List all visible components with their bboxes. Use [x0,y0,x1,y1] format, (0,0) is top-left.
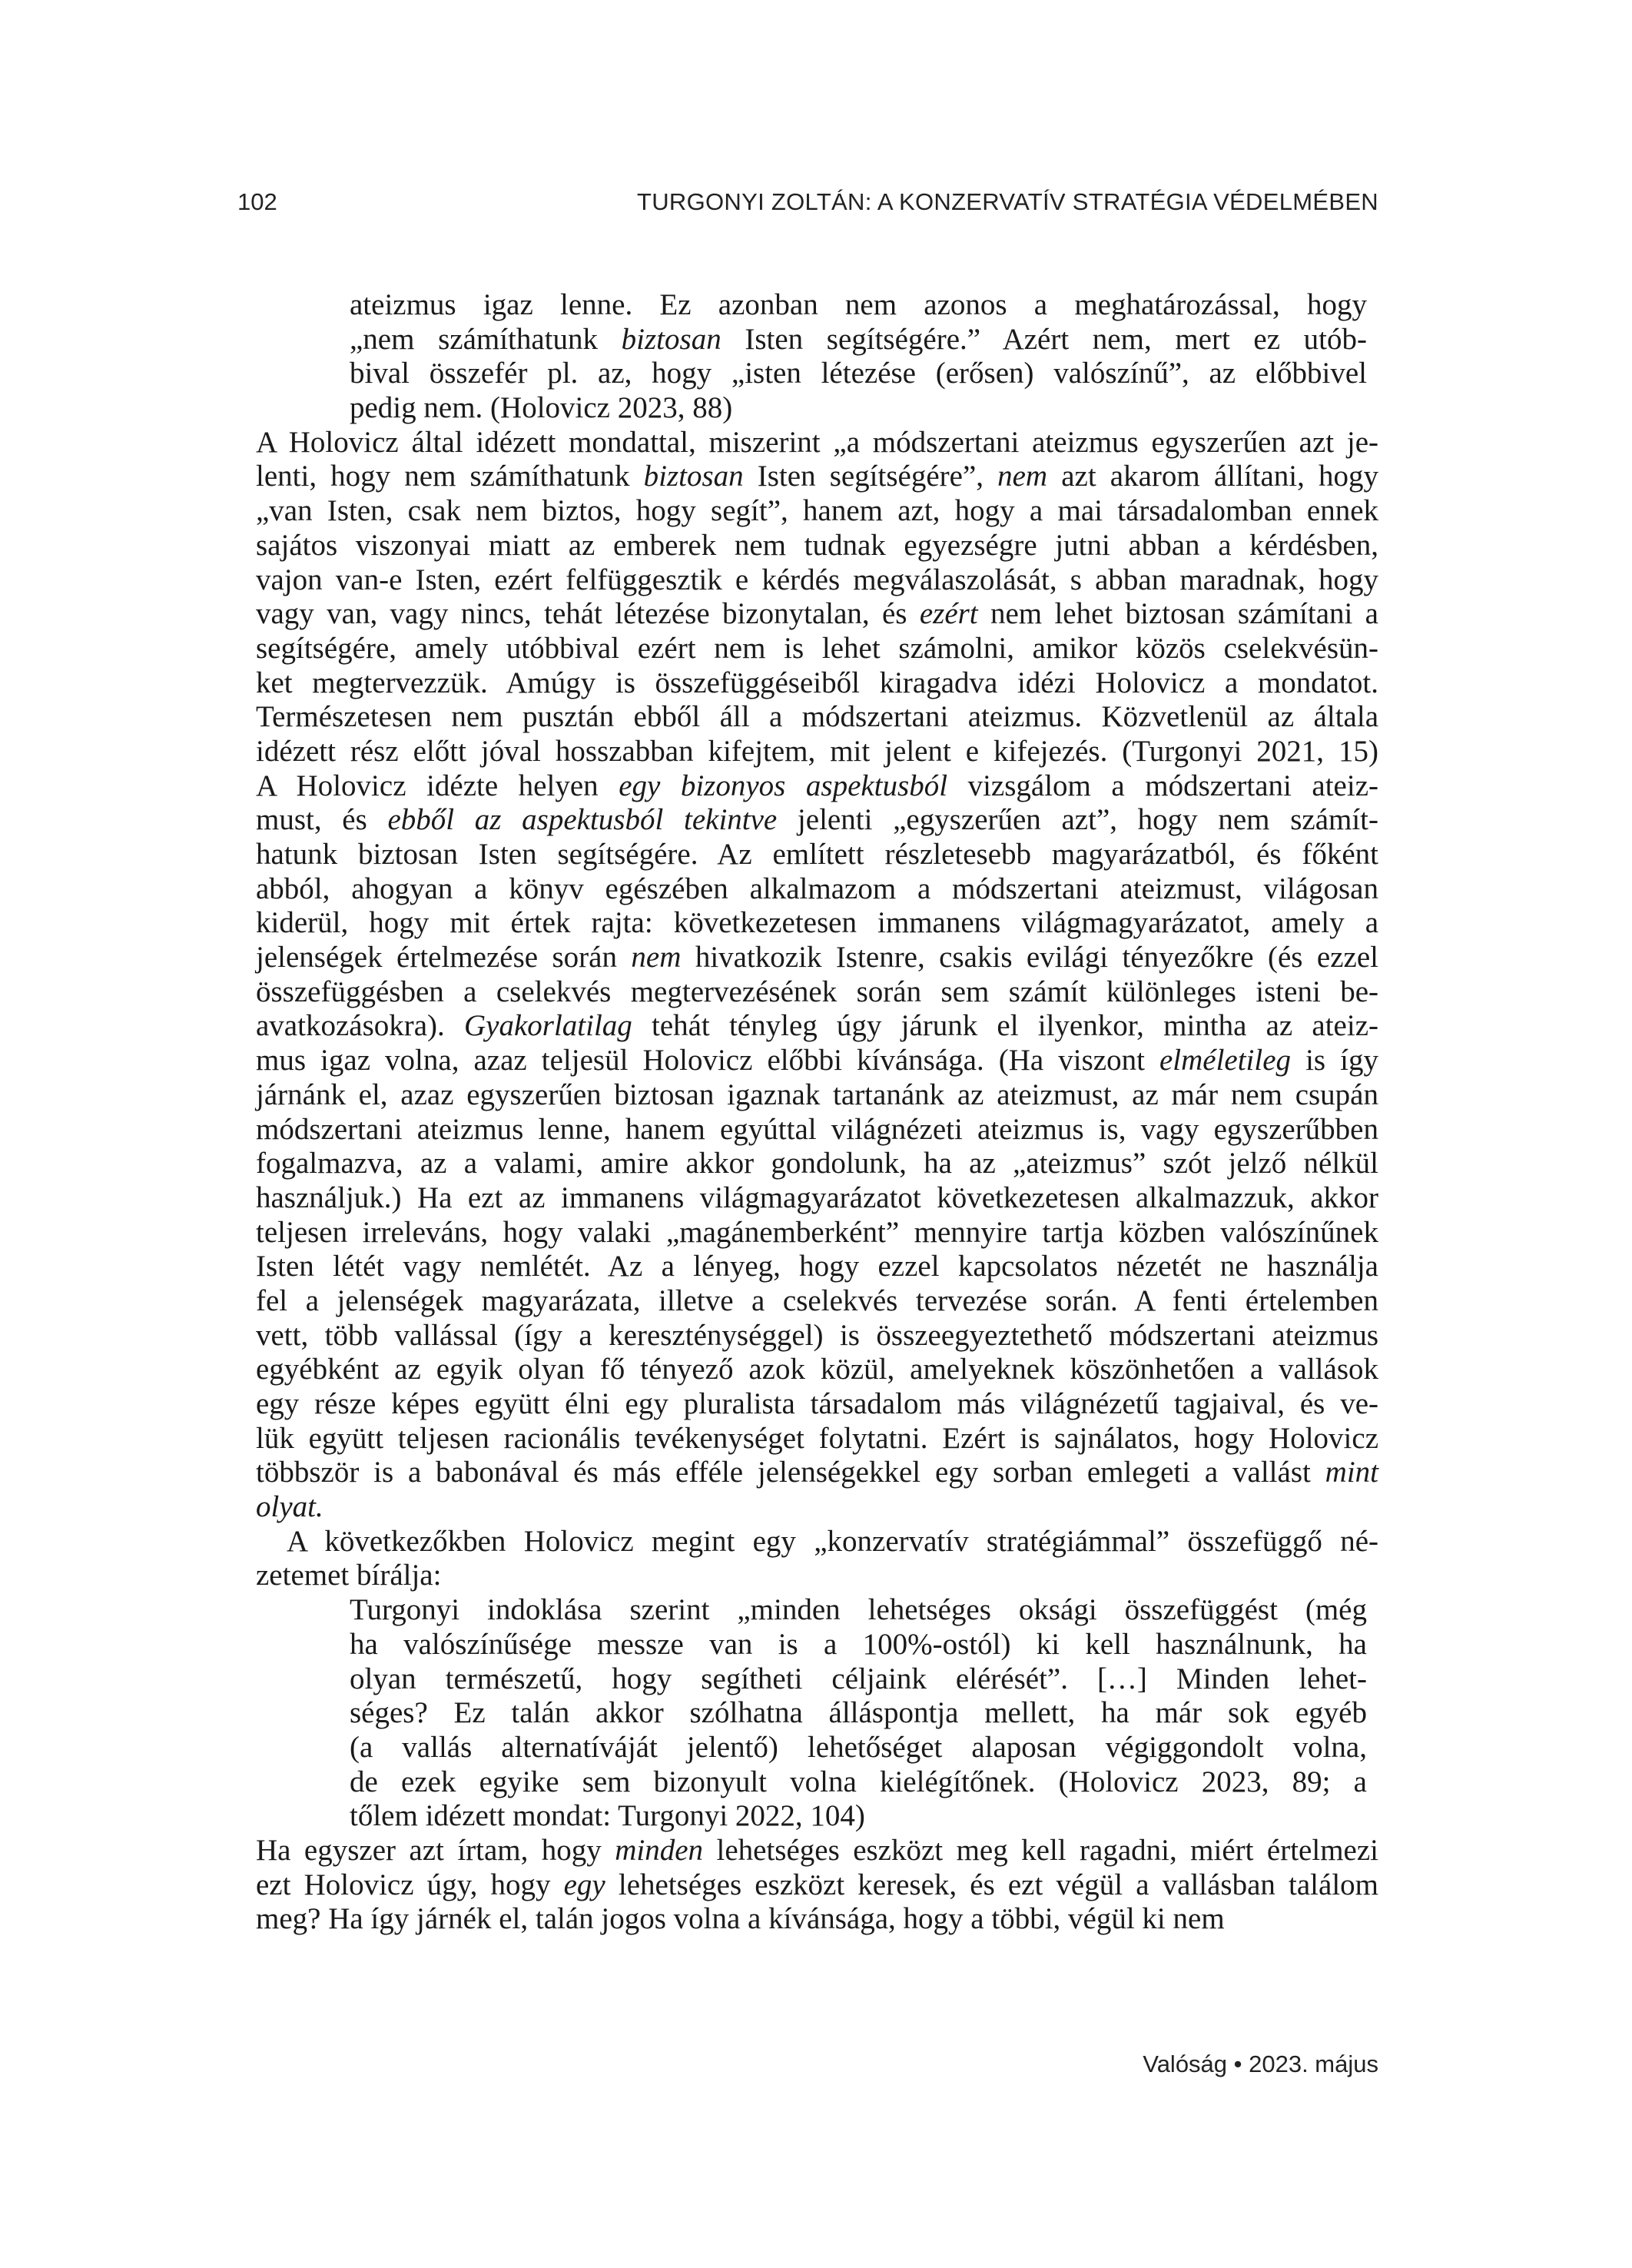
text-run: vajon van-e Isten, ezért felfüggesztik e kérdés megválaszolását, s abban maradnak, hogy [256,563,1378,596]
text-line [256,1834,1378,1868]
text-run: egyébként az egyik olyan fő tényező azok közül, amelyeknek köszönhetően a vallások [256,1353,1378,1386]
text-line [256,1078,1378,1113]
text-run: ateizmus igaz lenne. Ez azonban nem azonos a meghatározással, hogy [350,288,1367,321]
text-line [350,1731,1367,1765]
text-line [256,1456,1378,1490]
text-run: ezt Holovicz úgy, hogy [256,1868,564,1901]
text-run: de ezek egyike sem bizonyult volna kielégítőnek. (Holovicz 2023, 89; a [350,1765,1367,1798]
body-paragraph [256,1525,1378,1593]
text-run: vizsgálom a módszertani ateiz- [947,769,1378,802]
text-run: lehetséges eszközt keresek, és ezt végül a vallásban találom [605,1868,1378,1901]
emphasis: minden [615,1833,704,1867]
text-run: lenti, hogy nem számíthatunk [256,460,644,493]
text-line [256,494,1378,529]
article-body [256,288,1378,1937]
text-run: bival összefér pl. az, hogy „isten létezése (erősen) valószínű”, az előbbivel [350,357,1367,390]
emphasis: Gyakorlatilag [463,1009,632,1043]
text-run: Isten létét vagy nemlétét. Az a lényeg, hogy ezzel kapcsolatos nézetét ne használja [256,1250,1378,1283]
text-run: azt akarom állítani, hogy [1047,460,1379,493]
text-line [256,1113,1378,1147]
text-line [256,1525,1378,1559]
body-paragraph [256,426,1378,1525]
emphasis: ebből az aspektusból tekintve [387,803,778,837]
text-line [350,1628,1367,1662]
text-run: jelenségek értelmezése során [256,941,632,975]
text-run: hatunk biztosan Isten segítségére. Az említett részletesebb magyarázatból, és főként [256,838,1378,871]
text-line [256,1216,1378,1250]
emphasis: egy bizonyos aspektusból [619,769,948,802]
text-line [256,1868,1378,1903]
emphasis: egy [563,1868,605,1901]
text-run: „nem számíthatunk [350,322,622,356]
text-run: (a vallás alternatíváját jelentő) lehetőséget alaposan végiggondolt volna, [350,1730,1367,1764]
text-run: lük együtt teljesen racionális tevékenységet folytatni. Ezért is sajnálatos, hogy Holovicz [256,1421,1378,1455]
running-title: TURGONYI ZOLTÁN: A KONZERVATÍV STRATÉGIA VÉDELMÉBEN [636,188,1378,215]
text-line [256,872,1378,907]
text-line [256,1250,1378,1284]
text-run: kiderül, hogy mit értek rajta: következetesen immanens világmagyarázatot, amely a [256,906,1378,940]
text-run: idézett rész előtt jóval hosszabban kifejtem, mit jelent e kifejezés. (Turgonyi 2021, 15) [256,734,1378,768]
emphasis: nem [631,941,682,975]
text-run: lehetséges eszközt meg kell ragadni, miért értelmezi [703,1833,1378,1867]
emphasis: biztosan [621,322,721,356]
body-paragraph [256,1834,1378,1937]
text-run: módszertani ateizmus lenne, hanem egyúttal világnézeti ateizmus is, vagy egyszerűbben [256,1112,1378,1146]
text-line [350,357,1367,391]
text-run: pedig nem. (Holovicz 2023, 88) [350,391,733,425]
text-run: meg? Ha így járnék el, talán jogos volna a kívánsága, hogy a többi, végül ki nem [256,1902,1225,1936]
text-run: A következőkben Holovicz megint egy „konzervatív stratégiámmal” összefüggő né- [287,1524,1378,1558]
text-run: A Holovicz idézte helyen [256,769,619,802]
text-line [350,391,1367,426]
text-run: ket megtervezzük. Amúgy is összefüggéseiből kiragadva idézi Holovicz a mondatot. [256,666,1378,699]
text-line [256,735,1378,769]
text-run: nem lehet biztosan számítani a [977,597,1378,631]
text-run: jelenti „egyszerűen azt”, hogy nem számít- [777,803,1378,837]
text-line [256,941,1378,975]
text-run: teljesen irreleváns, hogy valaki „magánemberként” mennyire tartja közben valószínűnek [256,1215,1378,1249]
text-run: Isten segítségére”, [743,460,998,493]
text-line [256,529,1378,563]
text-line [256,1559,1378,1593]
text-run: tőlem idézett mondat: Turgonyi 2022, 104) [350,1799,865,1833]
text-line [256,1353,1378,1387]
text-line [256,975,1378,1010]
text-run: Ha egyszer azt írtam, hogy [256,1833,615,1867]
text-run: Isten segítségére.” Azért nem, mert ez utób- [721,322,1367,356]
text-line [256,1009,1378,1044]
text-line [350,1593,1367,1628]
text-line [256,666,1378,701]
block-quote [256,288,1378,426]
text-run: abból, ahogyan a könyv egészében alkalmazom a módszertani ateizmust, világosan [256,872,1378,905]
text-run: Turgonyi indoklása szerint „minden lehetséges oksági összefüggést (még [350,1593,1367,1627]
text-line [350,1799,1367,1834]
text-line [256,632,1378,666]
text-run: fogalmazva, az a valami, amire akkor gondolunk, ha az „ateizmus” szót jelző nélkül [256,1147,1378,1180]
text-run: avatkozásokra). [256,1009,464,1043]
running-header [237,188,1378,219]
text-line [256,769,1378,804]
text-run: séges? Ez talán akkor szólhatna álláspontja mellett, ha már sok egyéb [350,1696,1367,1730]
text-run: sajátos viszonyai miatt az emberek nem tudnak egyezségre jutni abban a kérdésben, [256,528,1378,562]
text-line [256,1181,1378,1216]
text-run: olyan természetű, hogy segítheti céljaink elérését”. […] Minden lehet- [350,1662,1367,1695]
text-line [256,838,1378,872]
text-run: tehát tényleg úgy járunk el ilyenkor, mintha az ateiz- [632,1009,1378,1043]
text-line [350,288,1367,323]
text-run: mus igaz volna, azaz teljesül Holovicz előbbi kívánsága. (Ha viszont [256,1044,1159,1078]
text-line [256,906,1378,941]
text-line [256,1387,1378,1422]
text-line [256,597,1378,632]
block-quote [256,1593,1378,1834]
emphasis: biztosan [643,460,744,493]
text-line [256,1319,1378,1353]
text-line [256,563,1378,598]
text-run: egy része képes együtt élni egy pluralista társadalom más világnézetű tagjaival, és ve- [256,1387,1378,1420]
text-line [256,1147,1378,1181]
text-run: Természetesen nem pusztán ebből áll a módszertani ateizmus. Közvetlenül az általa [256,700,1378,734]
text-line [350,1662,1367,1697]
text-run: járnánk el, azaz egyszerűen biztosan igaznak tartanánk az ateizmust, az már nem csupán [256,1078,1378,1111]
text-line [350,323,1367,357]
text-run: többször is a babonával és más efféle jelenségekkel egy sorban emlegeti a vallást [256,1456,1325,1489]
text-run: összefüggésben a cselekvés megtervezésének során sem számít különleges isteni be- [256,975,1378,1008]
text-run: must, és [256,803,388,837]
text-run: „van Isten, csak nem biztos, hogy segít”, hanem azt, hogy a mai társadalomban ennek [256,494,1378,528]
text-run: hivatkozik Istenre, csakis evilági tényezőkre (és ezzel [681,941,1378,975]
text-line [350,1765,1367,1800]
page-footer: Valóság • 2023. május [1143,2050,1378,2077]
text-run: fel a jelenségek magyarázata, illetve a cselekvés tervezése során. A fenti értelemben [256,1283,1378,1317]
text-line [256,460,1378,494]
text-run: zetemet bírálja: [256,1559,442,1592]
text-line [256,1422,1378,1456]
emphasis: elméletileg [1159,1044,1292,1078]
emphasis: nem [997,460,1048,493]
text-run: segítségére, amely utóbbival ezért nem is lehet számolni, amikor közös cselekvésün- [256,631,1378,665]
text-run: ha valószínűsége messze van is a 100%-ostól) ki kell használnunk, ha [350,1627,1367,1661]
text-run: A Holovicz által idézett mondattal, miszerint „a módszertani ateizmus egyszerűen azt je- [256,425,1378,459]
emphasis: ezért [919,597,978,631]
emphasis: mint [1325,1456,1378,1489]
text-line [256,803,1378,838]
text-line [256,1044,1378,1078]
text-line [256,426,1378,460]
text-line [350,1696,1367,1731]
text-line [256,1490,1378,1525]
text-line [256,1284,1378,1319]
text-run: vagy van, vagy nincs, tehát létezése bizonytalan, és [256,597,920,631]
text-line [256,1902,1378,1937]
page-number: 102 [237,188,277,215]
text-run: vett, több vallással (így a kereszténységgel) is összeegyeztethető módszertani ateizmus [256,1318,1378,1352]
text-run: is így [1291,1044,1378,1078]
emphasis: olyat. [256,1490,323,1524]
text-run: használjuk.) Ha ezt az immanens világmagyarázatot következetesen alkalmazzuk, akkor [256,1180,1378,1214]
text-line [256,700,1378,735]
